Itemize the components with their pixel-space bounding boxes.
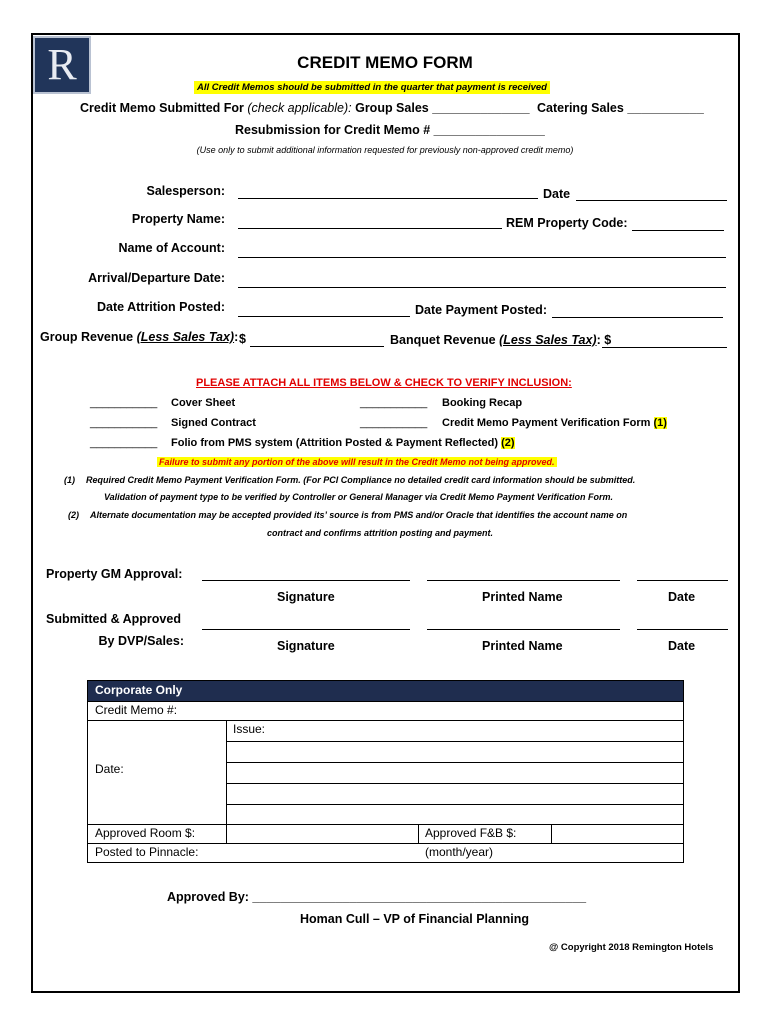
dvp-date-caption: Date	[668, 639, 696, 653]
dvp-printed-name-caption: Printed Name	[482, 639, 563, 653]
group-revenue-input[interactable]	[250, 346, 384, 347]
issue-input[interactable]	[226, 721, 683, 825]
form-title: CREDIT MEMO FORM	[297, 53, 473, 72]
group-revenue-dollar: $	[239, 332, 246, 346]
arrival-input[interactable]	[238, 287, 726, 288]
property-name-input[interactable]	[238, 228, 502, 229]
dvp-date-input[interactable]	[637, 629, 728, 630]
corp-date-label: Date:	[95, 762, 124, 776]
copyright: @ Copyright 2018 Remington Hotels	[549, 942, 714, 953]
rem-code-label: REM Property Code:	[506, 216, 628, 230]
date-label: Date	[543, 187, 571, 201]
month-year-label: (month/year)	[425, 845, 494, 859]
dvp-signature-input[interactable]	[202, 629, 410, 630]
remington-logo: R	[33, 36, 91, 94]
corporate-only-heading: Corporate Only	[88, 681, 683, 701]
account-name-label: Name of Account:	[118, 241, 225, 255]
folio-label: Folio from PMS system (Attrition Posted & Payment Reflected) (2)	[171, 437, 515, 449]
signed-contract-label: Signed Contract	[171, 417, 256, 429]
catering-sales-check[interactable]: Catering Sales ___________	[537, 101, 704, 115]
date-issue-block	[88, 720, 683, 824]
dvp-label-line-1: Submitted & Approved	[46, 612, 181, 626]
gm-printed-name-caption: Printed Name	[482, 590, 563, 604]
gm-signature-caption: Signature	[277, 590, 335, 604]
property-name-label: Property Name:	[131, 212, 225, 226]
approver-name: Homan Cull – VP of Financial Planning	[300, 912, 529, 926]
resubmission-field[interactable]: Resubmission for Credit Memo # ________________	[235, 123, 545, 137]
corporate-only-table	[87, 680, 684, 863]
note-1-line-2: Validation of payment type to be verified by Controller or General Manager via Credit Memo Payment Verification Form.	[104, 492, 613, 502]
attrition-posted-input[interactable]	[238, 316, 410, 317]
approved-by-field[interactable]: Approved By: ________________________________________________	[167, 890, 587, 904]
gm-signature-input[interactable]	[202, 580, 410, 581]
note-1-line-1: Required Credit Memo Payment Verification Form. (For PCI Compliance no detailed credit card information should be submitted.	[86, 475, 636, 485]
banquet-revenue-input[interactable]	[602, 347, 727, 348]
approved-room-input[interactable]	[226, 825, 418, 843]
resubmission-note: (Use only to submit additional information requested for previously non-approved credit memo)	[196, 145, 574, 155]
group-revenue-label: Group Revenue (Less Sales Tax):	[40, 330, 239, 344]
quarter-notice: All Credit Memos should be submitted in the quarter that payment is received	[194, 81, 550, 94]
cover-sheet-label: Cover Sheet	[171, 397, 236, 409]
posted-pinnacle-label: Posted to Pinnacle:	[95, 845, 199, 859]
submitted-for-label: Credit Memo Submitted For (check applicable): Group Sales ______________	[80, 101, 530, 115]
account-name-input[interactable]	[238, 257, 726, 258]
gm-date-caption: Date	[668, 590, 696, 604]
payment-form-label: Credit Memo Payment Verification Form (1)	[442, 417, 667, 429]
issue-label: Issue:	[233, 722, 266, 736]
group-sales-check[interactable]: Group Sales ______________	[355, 101, 530, 115]
attach-heading: PLEASE ATTACH ALL ITEMS BELOW & CHECK TO VERIFY INCLUSION:	[196, 377, 572, 389]
folio-check[interactable]: ___________	[90, 437, 158, 449]
note-2-line-2: contract and confirms attrition posting and payment.	[267, 528, 494, 538]
approved-amounts-row	[88, 824, 683, 843]
note-1-number: (1)	[64, 475, 75, 485]
note-2-line-1: Alternate documentation may be accepted provided its’ source is from PMS and/or Oracle that identifies the account name on	[90, 510, 628, 520]
cover-sheet-check[interactable]: ___________	[90, 397, 158, 409]
payment-posted-label: Date Payment Posted:	[415, 303, 547, 317]
payment-form-check[interactable]: ___________	[360, 417, 428, 429]
dvp-printed-name-input[interactable]	[427, 629, 620, 630]
credit-memo-label: Credit Memo #:	[95, 703, 178, 717]
payment-posted-input[interactable]	[552, 317, 723, 318]
date-input[interactable]	[576, 200, 727, 201]
arrival-label: Arrival/Departure Date:	[88, 271, 225, 285]
attrition-posted-label: Date Attrition Posted:	[96, 300, 225, 314]
signed-contract-check[interactable]: ___________	[90, 417, 158, 429]
rem-code-input[interactable]	[632, 230, 724, 231]
note-2-number: (2)	[68, 510, 79, 520]
gm-approval-label: Property GM Approval:	[46, 567, 183, 581]
salesperson-input[interactable]	[238, 198, 538, 199]
approved-room-label: Approved Room $:	[95, 826, 196, 840]
failure-warning: Failure to submit any portion of the above will result in the Credit Memo not being approved.	[159, 457, 555, 467]
dvp-signature-caption: Signature	[277, 639, 335, 653]
approved-fb-label: Approved F&B $:	[425, 826, 517, 840]
approved-fb-input[interactable]	[551, 825, 683, 843]
gm-printed-name-input[interactable]	[427, 580, 620, 581]
credit-memo-row[interactable]	[88, 701, 683, 720]
salesperson-label: Salesperson:	[146, 184, 225, 198]
gm-date-input[interactable]	[637, 580, 728, 581]
booking-recap-check[interactable]: ___________	[360, 397, 428, 409]
posted-pinnacle-row[interactable]	[88, 843, 683, 862]
banquet-revenue-label: Banquet Revenue (Less Sales Tax): $	[390, 333, 612, 347]
booking-recap-label: Booking Recap	[442, 397, 523, 409]
dvp-label-line-2: By DVP/Sales:	[98, 634, 184, 648]
